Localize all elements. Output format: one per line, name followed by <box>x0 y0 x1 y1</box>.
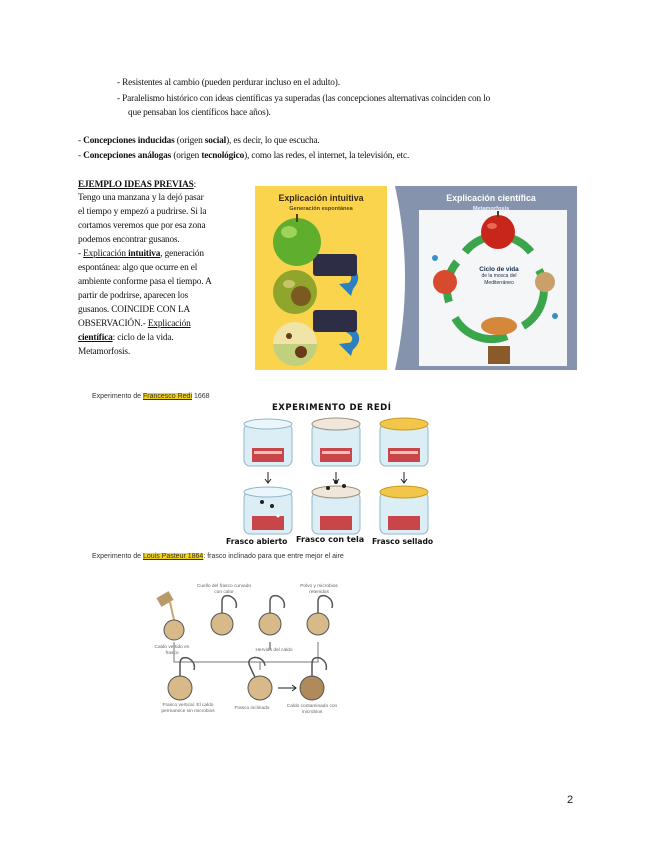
note-contaminado: Caldo contaminado con microbios <box>286 704 338 715</box>
jar-label-sealed: Frasco sellado <box>372 537 434 546</box>
note-inclinado: Frasco inclinado <box>234 706 270 711</box>
example-line: cortamos veremos que por esa zona <box>78 221 206 231</box>
note-cuello: Cuello del frasco curvado con calor <box>196 584 252 595</box>
note-polvo: Polvo y microbios retenidos <box>300 584 338 595</box>
redi-hand-title: EXPERIMENTO DE REDÍ <box>272 403 392 413</box>
redi-jars <box>240 416 440 540</box>
redi-caption: Experimento de Francesco Redi 1668 <box>92 393 210 400</box>
note-caldo-vertido: Caldo vertido en frasco <box>154 645 190 656</box>
example-line: espontánea: algo que ocurre en el <box>78 263 198 273</box>
bullet-parallel: - Paralelismo histórico con ideas científicas ya superadas (las concepciones alternativas coinciden con lo <box>117 94 491 104</box>
cycle-title: Ciclo de vida de la mosca del Mediterráneo <box>479 266 519 286</box>
note-hervido: Hervido del caldo <box>255 648 293 653</box>
example-heading: EJEMPLO IDEAS PREVIAS: <box>78 180 197 190</box>
example-line: gusanos. COINCIDE CON LA <box>78 305 191 315</box>
scientific-explanation-cont: científica: ciclo de la vida. <box>78 333 174 343</box>
induced-conceptions: - Concepciones inducidas (origen social), es decir, lo que escucha. <box>78 136 320 146</box>
example-line: el tiempo y empezó a pudrirse. Si la <box>78 207 207 217</box>
example-line: ambiente conforme pasa el tiempo. A <box>78 277 212 287</box>
scientific-explanation: OBSERVACIÓN.- Explicación <box>78 319 191 329</box>
example-line: Tengo una manzana y la dejó pasar <box>78 193 204 203</box>
jar-label-cloth: Frasco con tela <box>296 535 365 544</box>
scientific-title: Explicación científica <box>446 193 536 203</box>
intuitive-subtitle: Generación espontánea <box>289 206 353 212</box>
intuitive-title: Explicación intuitiva <box>278 193 364 203</box>
bullet-resistant: - Resistentes al cambio (pueden perdurar incluso en el adulto). <box>117 78 340 88</box>
example-line: podemos encontrar gusanos. <box>78 235 180 245</box>
example-line: partir de podrirse, aparecen los <box>78 291 189 301</box>
page-number: 2 <box>567 794 574 806</box>
intuitive-explanation: - Explicación intuitiva, generación <box>78 249 204 259</box>
analogous-conceptions: - Concepciones análogas (origen tecnológico), como las redes, el internet, la televisión, etc. <box>78 151 410 161</box>
pasteur-caption: Experimento de Louis Pasteur 1864: frasco inclinado para que entre mejor el aire <box>92 553 344 560</box>
scientific-subtitle: Metamorfosis <box>472 206 510 212</box>
jar-label-open: Frasco abierto <box>226 537 288 546</box>
example-line: Metamorfosis. <box>78 347 131 357</box>
apple-infographic <box>255 186 577 370</box>
note-vertical: Frasco vertical. El caldo permanece sin microbios <box>161 703 215 714</box>
bullet-parallel-cont: que pensaban los científicos hace años). <box>128 108 271 118</box>
